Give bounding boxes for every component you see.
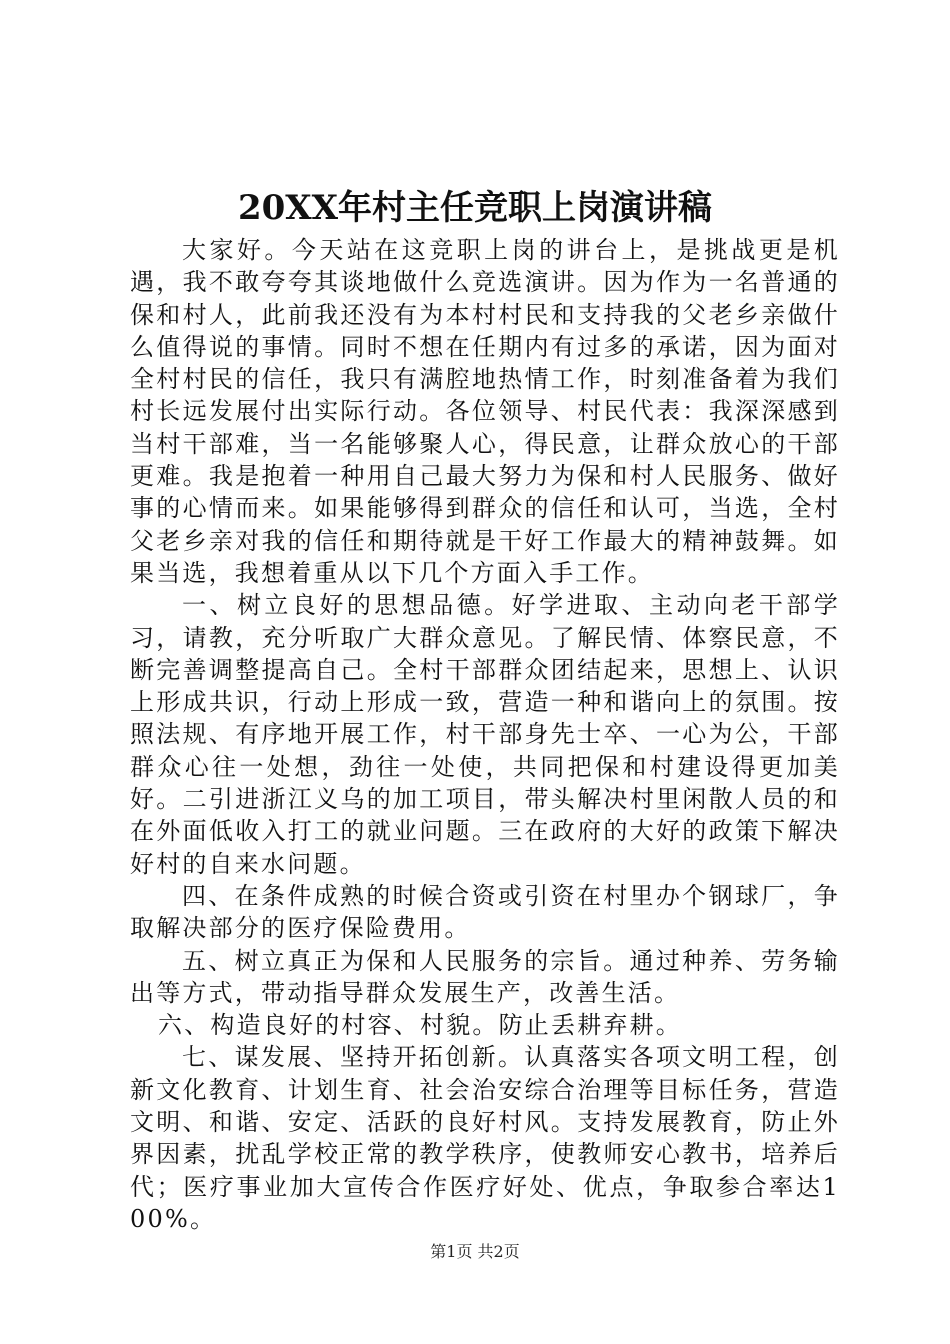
paragraph-point-6: 六、构造良好的村容、村貌。防止丢耕弃耕。 (158, 1011, 682, 1040)
document-body (130, 234, 840, 1235)
paragraph-point-5: 五、树立真正为保和人民服务的宗旨。通过种养、劳务输出等方式，带动指导群众发展生产，改善生活。 (130, 946, 840, 1007)
paragraph-point-4: 四、在条件成熟的时候合资或引资在村里办个钢球厂，争取解决部分的医疗保险费用。 (130, 881, 840, 943)
document-title: 20XX年村主任竞职上岗演讲稿 (237, 188, 713, 228)
paragraph-point-7: 七、谋发展、坚持开拓创新。认真落实各项文明工程，创新文化教育、计划生育、社会治安综合治理等目标任务，营造文明、和谐、安定、活跃的良好村风。支持发展教育，防止外界因素，扰乱学校正常的教学秩序，使教师安心教书，培养后代；医疗事业加大宣传合作医疗好处、优点，争取参合率达100%。 (130, 1043, 840, 1233)
page-number: 第1页 共2页 (430, 1242, 520, 1261)
paragraph-intro: 大家好。今天站在这竞职上岗的讲台上，是挑战更是机遇，我不敢夸夸其谈地做什么竞选演讲。因为作为一名普通的保和村人，此前我还没有为本村村民和支持我的父老乡亲做什么值得说的事情。同时不想在任期内有过多的承诺，因为面对全村村民的信任，我只有满腔地热情工作，时刻准备着为我们村长远发展付出实际行动。各位领导、村民代表：我深深感到当村干部难，当一名能够聚人心，得民意，让群众放心的干部更难。我是抱着一种用自己最大努力为保和村人民服务、做好事的心情而来。如果能够得到群众的信任和认可，当选，全村父老乡亲对我的信任和期待就是干好工作最大的精神鼓舞。如果当选，我想着重从以下几个方面入手工作。 (130, 236, 840, 587)
paragraph-point-1: 一、树立良好的思想品德。好学进取、主动向老干部学习，请教，充分听取广大群众意见。了解民情、体察民意，不断完善调整提高自己。全村干部群众团结起来，思想上、认识上形成共识，行动上形成一致，营造一种和谐向上的氛围。按照法规、有序地开展工作，村干部身先士卒、一心为公，干部群众心往一处想，劲往一处使，共同把保和村建设得更加美好。二引进浙江义乌的加工项目，带头解决村里闲散人员的和在外面低收入打工的就业问题。三在政府的大好的政策下解决好村的自来水问题。 (130, 591, 840, 878)
